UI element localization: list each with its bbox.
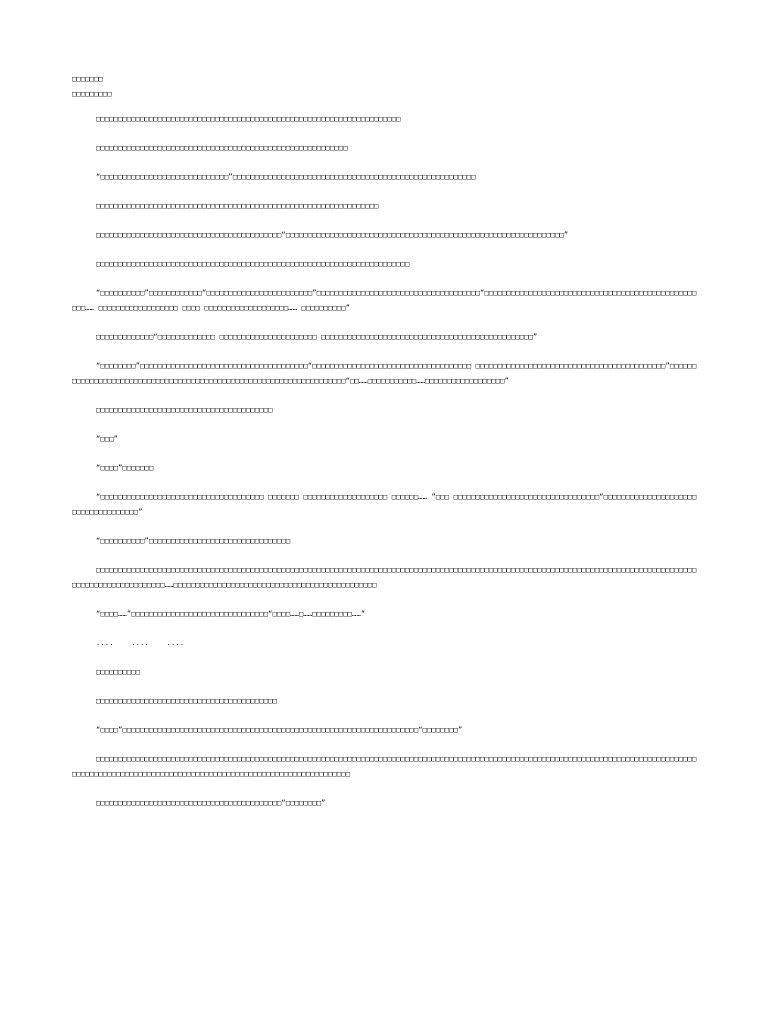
paragraph: □□□□□□□□□□ — [96, 668, 141, 676]
document-body — [72, 112, 700, 811]
paragraph: □□□□□□□□□□□□□□□□□□□□□□□□□□□□□□□□□□□□□□□□□□□□□□□□□□□□□□□□□□□□□□□□□□□□□□□ — [96, 260, 410, 268]
paragraph: “□□□□”□□□□□□□ — [96, 464, 154, 472]
paragraph: “□□□□□□□□□□□□□□□□□□□□□□□□□□□□□□□□□□□□□ □□□□□□□ □□□□□□□□□□□□□□□□□□□ □□□□□□…… ”□□□ □□□□□□□□□□□□□□□□□□□□□□□□□□□□□□□□□“□□□□□□□□□□□□□□□□□□□□□□□□□□□□□□□□□□□□” — [72, 493, 697, 516]
paragraph: □□□□□□□□□□□□□□□□□□□□□□□□□□□□□□□□□□□□□□□□ — [96, 406, 273, 414]
paragraph: □□□□□□□□□□□□□□□□□□□□□□□□□□□□□□□□□□□□□□□□□□“□□□□□□□□□□□□□□□□□□□□□□□□□□□□□□□□□□□□□□□□□□□□□□□□□□□□□□□□□□□□□□□” — [96, 231, 569, 239]
paragraph: □□□□□□□□□□□□□□□□□□□□□□□□□□□□□□□□□□□□□□□□□□“□□□□□□□□” — [96, 799, 326, 807]
document-title-line-2: □□□□□□□□□ — [72, 90, 112, 98]
paragraph: □□□□□□□□□□□□□□□□□□□□□□□□□□□□□□□□□□□□□□□□□□□□□□□□□□□□□□□□□ — [96, 144, 348, 152]
paragraph: .... .... .... — [96, 639, 185, 647]
paragraph: □□□□□□□□□□□□□□□□□□□□□□□□□□□□□□□□□□□□□□□□□□□□□□□□□□□□□□□□□□□□□□□□ — [96, 202, 379, 210]
paragraph: “□□□□……”□□□□□□□□□□□□□□□□□□□□□□□□□□□□□□□“□□□□……□……□□□□□□□□□……” — [96, 610, 366, 618]
paragraph: “□□□□□□□□□□”□□□□□□□□□□□□“□□□□□□□□□□□□□□□□□□□□□□□□”□□□□□□□□□□□□□□□□□□□□□□□□□□□□□□□□□□□□□“□□□□□□□□□□□□□□□□□□□□□□□□□□□□□□□□□□□□□□□□□□□□□□□□□□□…… □□□□□□□□□□□□□□□□□□ □□□□ □□□□□□□□□□□□□□□□□□□…… □□□□□□□□□□” — [72, 289, 697, 312]
paragraph: □□□□□□□□□□□□□□□□□□□□□□□□□□□□□□□□□□□□□□□□□□□□□□□□□□□□□□□□□□□□□□□□□□□□□□□□□□□□□□□□□□□□□□□□□□□□□□□□□□□□□□□□□□□□□□□□□□□□□□□□□□□□□□□□□□□□□□□□□□□□□□□□□□□□□□□□□□□□□……□□□□□□□□□□□□□□□□□□□□□□□□□□□□□□□□□□□□□□□□□□□□□□ — [72, 566, 697, 589]
paragraph: “□□□□□□□□”□□□□□□□□□□□□□□□□□□□□□□□□□□□□□□□□□□□□□□“□□□□□□□□□□□□□□□□□□□□□□□□□□□□□□□□□□□□ □□□□□□□□□□□□□□□□□□□□□□□□□□□□□□□□□□□□□□□□□□□”□□□□□□□□□□□□□□□□□□□□□□□□□□□□□□□□□□□□□□□□□□□□□□□□□□□□□□□□□□□□□□□□□□□□“□□……□□□□□□□□□□□……□□□□□□□□□□□□□□□□□□” — [72, 362, 697, 385]
paragraph: □□□□□□□□□□□□□□□□□□□□□□□□□□□□□□□□□□□□□□□□□□□□□□□□□□□□□□□□□□□□□□□□□□□□□ — [96, 115, 401, 123]
paragraph: “□□□” — [96, 435, 119, 443]
paragraph: “□□□□□□□□□□□□□□□□□□□□□□□□□□□□□”□□□□□□□□□□□□□□□□□□□□□□□□□□□□□□□□□□□□□□□□□□□□□□□□□□□□□□□ — [96, 173, 476, 181]
paragraph: □□□□□□□□□□□□□□□□□□□□□□□□□□□□□□□□□□□□□□□□□ — [96, 697, 277, 705]
paragraph: “□□□□□□□□□□”□□□□□□□□□□□□□□□□□□□□□□□□□□□□□□□□ — [96, 537, 291, 545]
document-title-line-1: □□□□□□□ — [72, 75, 103, 83]
document-header — [72, 72, 700, 102]
document-page — [72, 72, 700, 825]
paragraph: “□□□□”□□□□□□□□□□□□□□□□□□□□□□□□□□□□□□□□□□□□□□□□□□□□□□□□□□□□□□□□□□□□□□□□□□□“□□□□□□□□” — [96, 726, 463, 734]
paragraph: □□□□□□□□□□□□□“□□□□□□□□□□□□□ □□□□□□□□□□□□□□□□□□□□□□ □□□□□□□□□□□□□□□□□□□□□□□□□□□□□□□□□□□□□□□□□□□□□□□□” — [96, 333, 538, 341]
paragraph: □□□□□□□□□□□□□□□□□□□□□□□□□□□□□□□□□□□□□□□□□□□□□□□□□□□□□□□□□□□□□□□□□□□□□□□□□□□□□□□□□□□□□□□□□□□□□□□□□□□□□□□□□□□□□□□□□□□□□□□□□□□□□□□□□□□□□□□□□□□□□□□□□□□□□□□□□□□□□□□□□□□□□□□□□□□□□□□□□□□□□□□□□□□□□□□□□□□□□□□ — [72, 755, 697, 778]
